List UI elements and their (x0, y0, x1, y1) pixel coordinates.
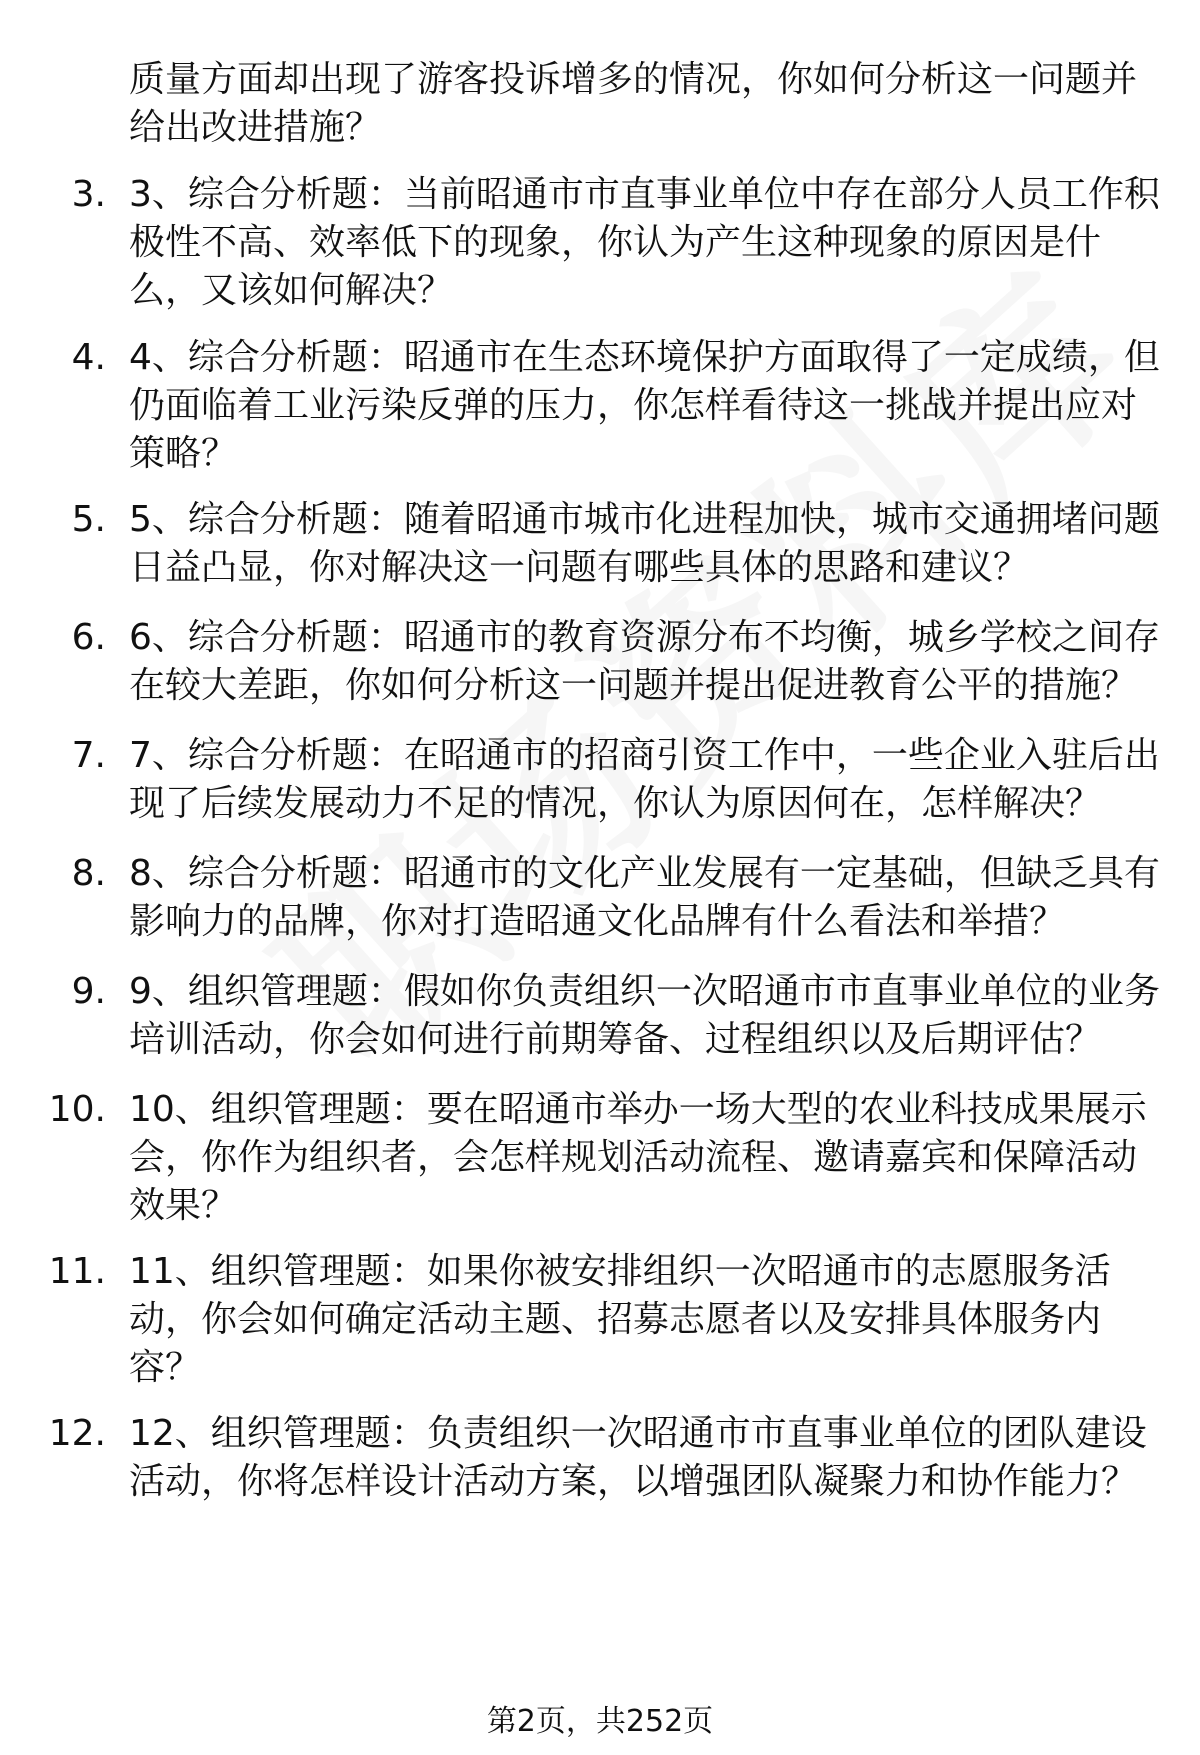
list-item-number: 4. (71, 337, 106, 378)
list-item-line: 5、综合分析题：随着昭通市城市化进程加快，城市交通拥堵问题 (129, 499, 1160, 540)
list-item-number: 9. (71, 971, 106, 1012)
continuation-line: 质量方面却出现了游客投诉增多的情况，你如何分析这一问题并 (129, 59, 1138, 100)
list-item-line: 会，你作为组织者，会怎样规划活动流程、邀请嘉宾和保障活动 (129, 1137, 1138, 1178)
list-item-line: 培训活动，你会如何进行前期筹备、过程组织以及后期评估？ (129, 1019, 1102, 1060)
list-item-line: 日益凸显，你对解决这一问题有哪些具体的思路和建议？ (129, 547, 1030, 588)
list-item-line: 容？ (129, 1347, 202, 1388)
list-item-number: 3. (71, 174, 106, 215)
list-item-line: 7、综合分析题：在昭通市的招商引资工作中，一些企业入驻后出 (129, 735, 1160, 776)
list-item-number: 8. (71, 853, 106, 894)
list-item-line: 影响力的品牌，你对打造昭通文化品牌有什么看法和举措？ (129, 901, 1066, 942)
list-item-number: 10. (48, 1089, 106, 1130)
list-item-line: 动，你会如何确定活动主题、招募志愿者以及安排具体服务内 (129, 1299, 1102, 1340)
list-item-line: 3、综合分析题：当前昭通市市直事业单位中存在部分人员工作积 (129, 174, 1160, 215)
list-item-line: 8、综合分析题：昭通市的文化产业发展有一定基础，但缺乏具有 (129, 853, 1160, 894)
list-item-line: 仍面临着工业污染反弹的压力，你怎样看待这一挑战并提出应对 (129, 385, 1138, 426)
list-item-line: 么，又该如何解决？ (129, 270, 454, 311)
list-item-line: 9、组织管理题：假如你负责组织一次昭通市市直事业单位的业务 (129, 971, 1160, 1012)
list-item-line: 活动，你将怎样设计活动方案，以增强团队凝聚力和协作能力？ (129, 1461, 1138, 1502)
list-item-line: 极性不高、效率低下的现象，你认为产生这种现象的原因是什 (129, 222, 1102, 263)
list-item-number: 7. (71, 735, 106, 776)
list-item-line: 现了后续发展动力不足的情况，你认为原因何在，怎样解决？ (129, 783, 1102, 824)
list-item-line: 6、综合分析题：昭通市的教育资源分布不均衡，城乡学校之间存 (129, 617, 1160, 658)
list-item-line: 4、综合分析题：昭通市在生态环境保护方面取得了一定成绩，但 (129, 337, 1160, 378)
list-item-line: 策略？ (129, 433, 238, 474)
continuation-line: 给出改进措施？ (129, 107, 382, 148)
list-item-line: 在较大差距，你如何分析这一问题并提出促进教育公平的措施？ (129, 665, 1138, 706)
list-item-line: 10、组织管理题：要在昭通市举办一场大型的农业科技成果展示 (129, 1089, 1147, 1130)
list-item-number: 11. (48, 1251, 106, 1292)
list-item-line: 11、组织管理题：如果你被安排组织一次昭通市的志愿服务活 (129, 1251, 1111, 1292)
list-item-number: 6. (71, 617, 106, 658)
list-item-number: 5. (71, 499, 106, 540)
list-item-number: 12. (48, 1413, 106, 1454)
list-item-line: 效果？ (129, 1185, 238, 1226)
page-number-footer: 第2页，共252页 (486, 1704, 714, 1739)
list-item-line: 12、组织管理题：负责组织一次昭通市市直事业单位的团队建设 (129, 1413, 1147, 1454)
